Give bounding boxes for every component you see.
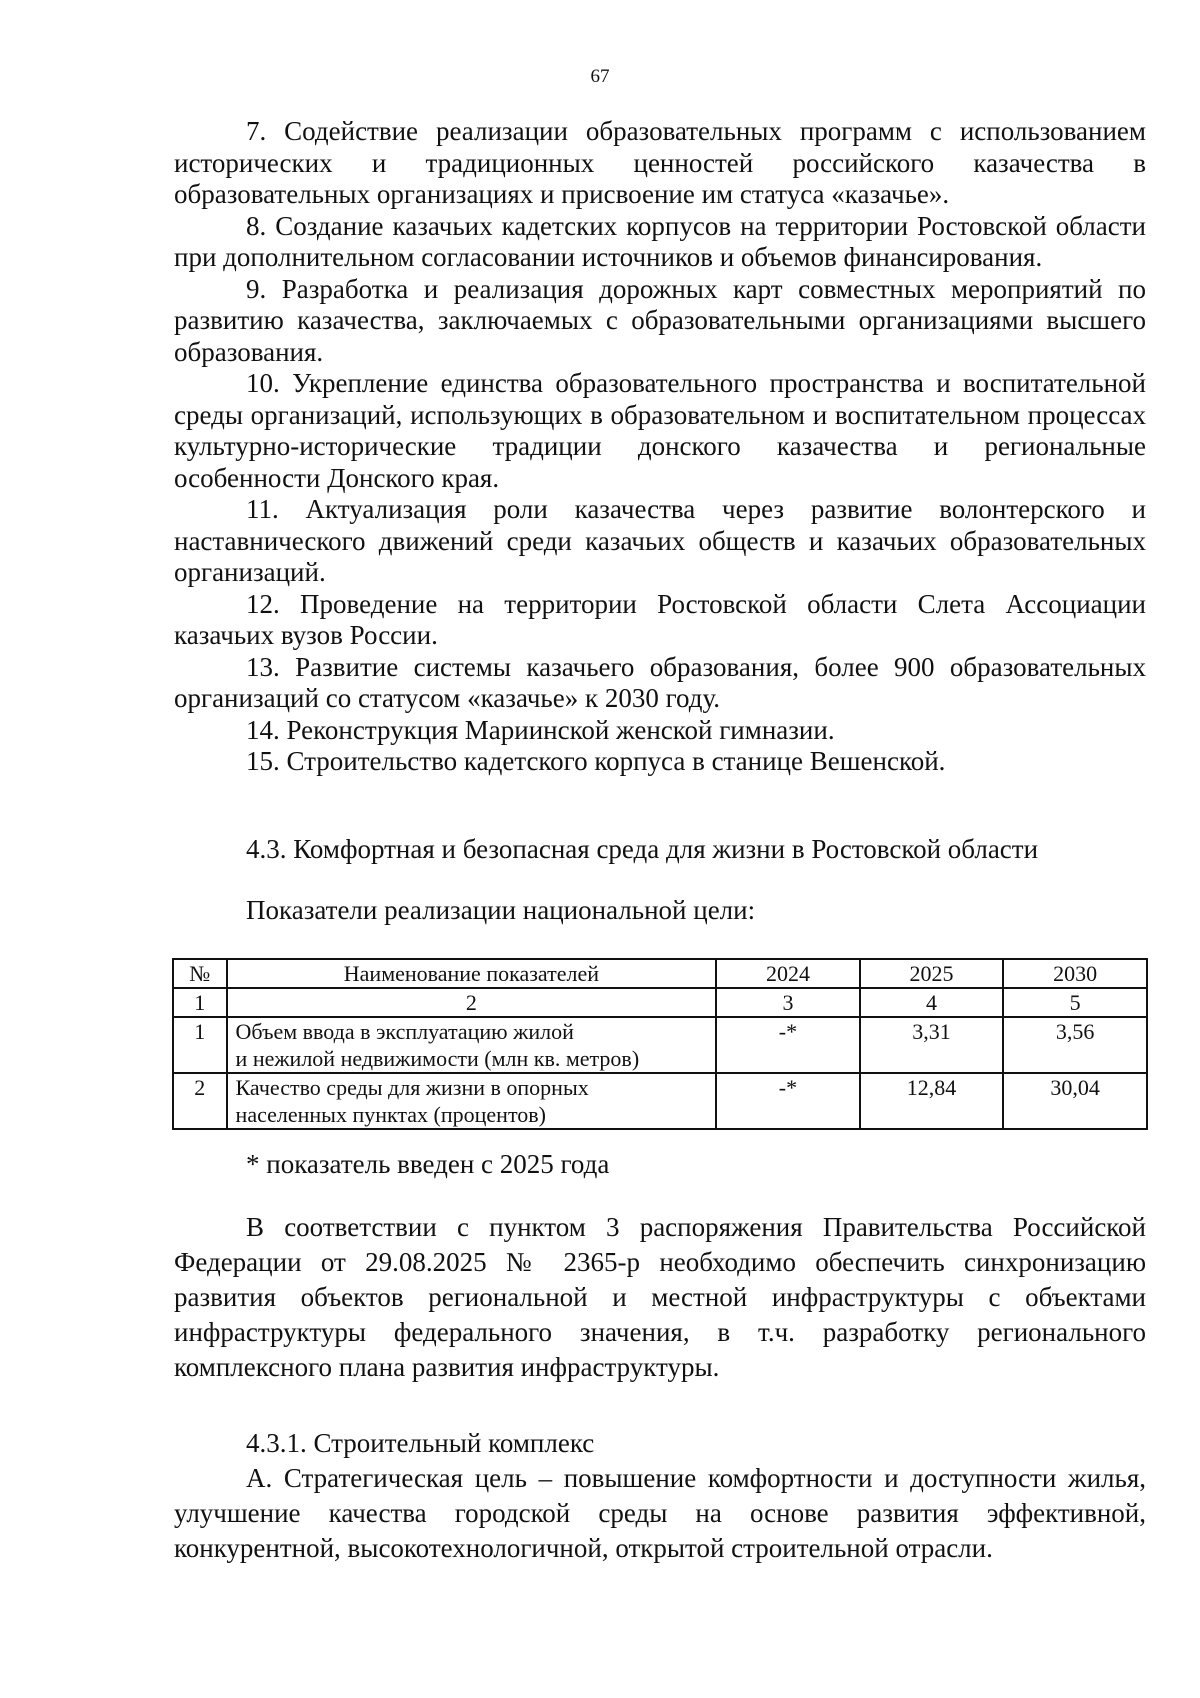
table-row <box>173 1017 1147 1073</box>
row-value-2030: 3,56 <box>1003 1017 1147 1073</box>
index-cell: 5 <box>1003 988 1147 1017</box>
table-footnote: * показатель введен с 2025 года <box>246 1149 610 1179</box>
list-item: 14. Реконструкция Мариинской женской гимназии. <box>246 714 835 745</box>
row-value-2024: -* <box>716 1073 859 1129</box>
header-2030: 2030 <box>1003 959 1147 988</box>
index-cell: 2 <box>227 988 717 1017</box>
list-item: 7. Содействие реализации образовательных программ с использованием исторических и традиционных ценностей российского казачества в образовательных организациях и присвоение им статуса «казачье». <box>174 116 1146 209</box>
row-value-2025: 3,31 <box>860 1017 1004 1073</box>
strategic-goal-paragraph: А. Стратегическая цель – повышение комфортности и доступности жилья, улучшение качества городской среды на основе развития эффективной, конкурентной, высокотехнологичной, открытой строительной отрасли. <box>174 1463 1146 1563</box>
header-2024: 2024 <box>716 959 859 988</box>
row-num: 1 <box>173 1017 227 1073</box>
list-item: 9. Разработка и реализация дорожных карт совместных мероприятий по развитию казачества, заключаемых с образовательными организациями высшего образования. <box>174 273 1146 367</box>
row-name <box>227 1017 717 1073</box>
header-num: № <box>173 959 227 988</box>
table-header-row <box>173 959 1147 988</box>
table-row <box>173 1073 1147 1129</box>
list-item: 12. Проведение на территории Ростовской области Слета Ассоциации казачьих вузов России. <box>174 588 1146 650</box>
page-number: 67 <box>590 66 610 87</box>
row-name-line: и нежилой недвижимости (млн кв. метров) <box>235 1046 640 1071</box>
subsection-heading: 4.3.1. Строительный комплекс <box>246 1428 595 1458</box>
row-name-line: населенных пунктах (процентов) <box>235 1102 546 1127</box>
row-value-2025: 12,84 <box>860 1073 1004 1129</box>
section-heading: 4.3. Комфортная и безопасная среда для жизни в Ростовской области <box>246 834 1039 864</box>
list-item: 15. Строительство кадетского корпуса в станице Вешенской. <box>246 746 946 776</box>
row-name-line: Качество среды для жизни в опорных <box>235 1075 589 1100</box>
row-num: 2 <box>173 1073 227 1129</box>
list-item: 11. Актуализация роли казачества через развитие волонтерского и наставнического движений среди казачьих обществ и казачьих образовательных организаций. <box>174 494 1146 587</box>
list-item: 13. Развитие системы казачьего образования, более 900 образовательных организаций со статусом «казачье» к 2030 году. <box>174 651 1146 713</box>
decree-paragraph: В соответствии с пунктом 3 распоряжения Правительства Российской Федерации от 29.08.2025 № 2365-р необходимо обеспечить синхронизацию развития объектов региональной и местной инфраструктуры с объектами инфраструктуры федерального значения, в т.ч. разработку регионального комплексного плана развития инфраструктуры. <box>174 1212 1146 1382</box>
decree-paragraph-block <box>174 1210 1146 1385</box>
row-value-2024: -* <box>716 1017 859 1073</box>
indicators-intro: Показатели реализации национальной цели: <box>246 895 756 925</box>
list-items <box>174 116 1146 778</box>
index-cell: 3 <box>716 988 859 1017</box>
strategic-goal-block <box>174 1461 1146 1566</box>
header-2025: 2025 <box>860 959 1004 988</box>
table-index-row <box>173 988 1147 1017</box>
list-item: 8. Создание казачьих кадетских корпусов на территории Ростовской области при дополнительном согласовании источников и объемов финансирования. <box>174 210 1146 272</box>
index-cell: 4 <box>860 988 1004 1017</box>
indicators-table <box>172 958 1148 1130</box>
index-cell: 1 <box>173 988 227 1017</box>
list-item: 10. Укрепление единства образовательного пространства и воспитательной среды организаций, использующих в образовательном и воспитательном процессах культурно-исторические традиции донского казачества и региональные особенности Донского края. <box>174 368 1146 493</box>
header-name: Наименование показателей <box>227 959 717 988</box>
row-name-line: Объем ввода в эксплуатацию жилой <box>235 1019 574 1044</box>
row-name <box>227 1073 717 1129</box>
row-value-2030: 30,04 <box>1003 1073 1147 1129</box>
